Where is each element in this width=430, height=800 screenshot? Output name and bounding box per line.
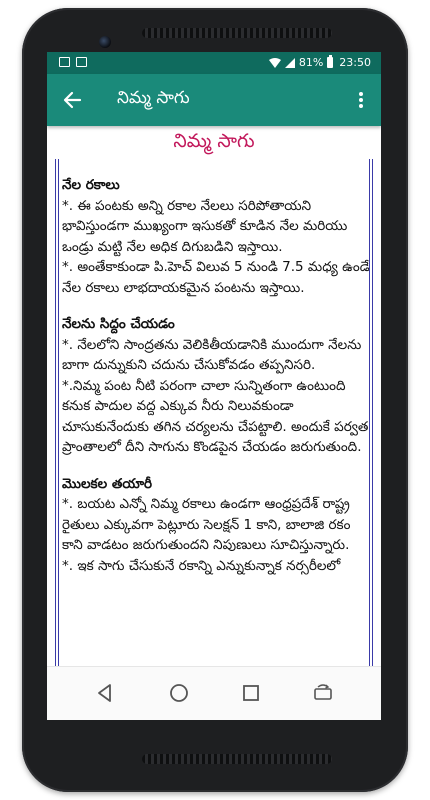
battery-percent: 81% <box>298 56 324 69</box>
circle-home-icon <box>166 680 192 706</box>
nav-back-button[interactable] <box>92 680 118 706</box>
bottom-speaker <box>142 754 332 764</box>
section-seedling-preparation <box>62 474 370 577</box>
screen-rotate-icon <box>310 680 336 706</box>
article-title: నిమ్మ సాగు <box>173 130 255 152</box>
section-soil-types <box>62 175 370 298</box>
message-notification-icon <box>76 57 87 67</box>
article-frame <box>55 159 373 666</box>
earpiece-speaker <box>142 28 332 38</box>
back-button[interactable] <box>59 87 85 113</box>
section-heading: నేల రకాలు <box>62 177 120 193</box>
nav-rotate-button[interactable] <box>310 680 336 706</box>
paragraph: *. బయట ఎన్నో నిమ్మ రకాలు ఉండగా ఆంధ్రప్రదేశ్ రాష్ట్ర రైతులు ఎక్కువగా పెట్లూరు సెలక్షన్ 1 కాని, బాలాజి రకం కాని వాడటం జరుగుతుందని నిపుణులు సూచిస్తున్నారు. <box>62 496 351 553</box>
paragraph: *. ఈ పంటకు అన్ని రకాల నేలలు సరిపోతాయని భావిస్తుండగా ముఖ్యంగా ఇసుకతో కూడిన నేల మరియు ఒండ్రు మట్టి నేల అధిక దిగుబడిని ఇస్తాయి. <box>62 197 348 255</box>
triangle-back-icon <box>92 680 118 706</box>
section-heading: నేలను సిద్దం చేయడం <box>62 316 175 332</box>
status-bar <box>47 52 381 74</box>
section-soil-preparation <box>62 314 370 458</box>
article-body <box>62 175 370 576</box>
signal-icon <box>285 58 295 68</box>
paragraph: *. అంతేకాకుండా పి.హెచ్ విలువ 5 నుండి 7.5 మధ్య ఉండే నేల రకాలు లాభదాయకమైన పంటను ఇస్తాయి. <box>62 259 370 296</box>
front-camera <box>99 36 111 48</box>
clock: 23:50 <box>339 56 371 69</box>
screen <box>47 52 381 720</box>
paragraph: *.నిమ్మ పంట నీటి పరంగా చాలా సున్నితంగా ఉంటుంది కనుక పాదుల వద్ద ఎక్కువ నీరు నిలువకుండా చూసుకునేందుకు తగిన చర్యలను చేపట్టాలి. అందుకే పర్వత ప్రాంతాలలో దీని సాగును కొండపైన చేయడం జరుగుతుంది. <box>62 377 369 455</box>
square-recents-icon <box>238 680 264 706</box>
arrow-back-icon <box>59 87 85 113</box>
gallery-notification-icon <box>59 57 70 67</box>
overflow-menu-button[interactable] <box>349 88 373 112</box>
paragraph: *. నేలలోని సాంద్రతను వెలికితీయడానికి ముందుగా నేలను బాగా దున్నుకుని చదును చేసుకోవడం తప్పనిసరి. <box>62 336 362 373</box>
app-bar <box>47 74 381 126</box>
battery-icon <box>327 57 333 68</box>
app-title: నిమ్మ సాగు <box>117 88 190 108</box>
article-content[interactable] <box>47 126 381 666</box>
wifi-icon <box>269 58 281 68</box>
section-heading: మొలకల తయారీ <box>62 475 153 492</box>
nav-recents-button[interactable] <box>238 680 264 706</box>
nav-home-button[interactable] <box>166 680 192 706</box>
paragraph: *. ఇక సాగు చేసుకునే రకాన్ని ఎన్నుకున్నాక నర్సరీలలో <box>62 557 341 574</box>
system-navigation-bar <box>47 666 381 720</box>
